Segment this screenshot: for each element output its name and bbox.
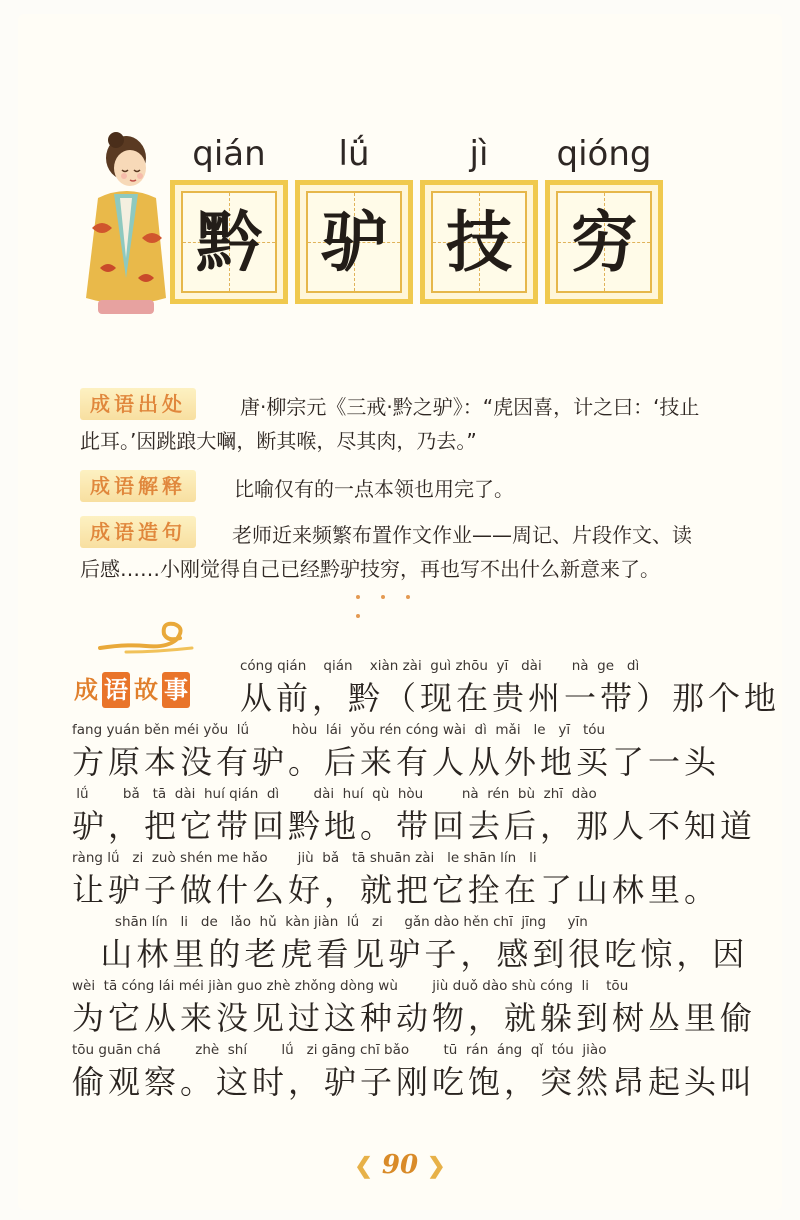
source-label: 成语出处 (80, 388, 196, 420)
story-text: 为它从来没见过这种动物，就躲到树丛里偷 (72, 999, 757, 1037)
source-text-line1: 唐·柳宗元《三戒·黔之驴》：“虎因喜，计之曰：‘技止 (240, 395, 700, 419)
title-pinyin: jì (469, 134, 489, 174)
story-pinyin: cóng qián qián xiàn zài guì zhōu yī dài nà ge dì (240, 658, 640, 674)
story-pinyin: shān lín li de lǎo hǔ kàn jiàn lǘ zi gǎn dào hěn chī jīng yīn (72, 914, 588, 930)
page-number-value: 90 (381, 1150, 419, 1180)
title-char: 驴 (321, 204, 387, 281)
meaning-text: 比喻仅有的一点本领也用完了。 (234, 477, 514, 501)
title-char-box (170, 180, 288, 304)
story-label-char: 语 (102, 672, 130, 708)
story-text: 方原本没有驴。后来有人从外地买了一头 (72, 743, 721, 781)
story-line (72, 1040, 757, 1104)
story-line (72, 912, 749, 976)
story-label-char: 成 (74, 676, 98, 704)
title-pinyin: lǘ (338, 134, 370, 174)
story-pinyin: ràng lǘ zi zuò shén me hǎo jiù bǎ tā shuān zài le shān lín li (72, 850, 537, 866)
example-label: 成语造句 (80, 516, 196, 548)
meaning-label: 成语解释 (80, 470, 196, 502)
title-char-box (545, 180, 663, 304)
story-pinyin: tōu guān chá zhè shí lǘ zi gāng chī bǎo tū rán áng qǐ tóu jiào (72, 1042, 607, 1058)
story-pinyin: fang yuán běn méi yǒu lǘ hòu lái yǒu rén cóng wài dì mǎi le yī tóu (72, 722, 606, 738)
story-text: 从前，黔（现在贵州一带）那个地 (240, 679, 781, 717)
story-text: 偷观察。这时，驴子刚吃饱，突然昂起头叫 (72, 1063, 757, 1101)
idiom-title (170, 134, 665, 308)
story-line (72, 784, 757, 848)
story-text: 驴，把它带回黔地。带回去后，那人不知道 (72, 807, 757, 845)
page-number (0, 1150, 800, 1180)
source-text-line2: 此耳。’因跳踉大㘎，断其喉，尽其肉，乃去。” (80, 429, 477, 453)
cloud-ornament-icon (96, 618, 206, 658)
story-line (240, 656, 781, 720)
story-line (72, 976, 757, 1040)
story-text: 山林里的老虎看见驴子，感到很吃惊，因 (72, 935, 749, 973)
story-line (72, 720, 727, 784)
chevron-left-icon: ❮ (354, 1153, 373, 1179)
example-text-line2: 后感……小刚觉得自己已经黔驴技穷，再也写不出什么新意来了。 (80, 557, 660, 581)
title-pinyin: qián (192, 134, 266, 174)
story-text: 让驴子做什么好，就把它拴在了山林里。 (72, 871, 721, 909)
story-pinyin: wèi tā cóng lái méi jiàn guo zhè zhǒng dòng wù jiù duǒ dào shù cóng li tōu (72, 978, 629, 994)
story-label-char: 事 (162, 672, 190, 708)
title-char: 技 (446, 204, 512, 281)
title-char-box (420, 180, 538, 304)
story-line (72, 848, 727, 912)
title-char: 穷 (571, 204, 637, 281)
story-label (72, 672, 192, 708)
story-label-char: 故 (134, 676, 158, 704)
title-pinyin: qióng (556, 134, 652, 174)
chevron-right-icon: ❯ (427, 1153, 446, 1179)
title-char-box (295, 180, 413, 304)
story-pinyin: lǘ bǎ tā dài huí qián dì dài huí qù hòu nà rén bù zhī dào (72, 786, 597, 802)
title-char: 黔 (196, 204, 262, 281)
example-text-line1: 老师近来频繁布置作文作业——周记、片段作文、读 (232, 523, 692, 547)
girl-illustration (78, 128, 174, 318)
emphasis-dots (356, 584, 436, 590)
